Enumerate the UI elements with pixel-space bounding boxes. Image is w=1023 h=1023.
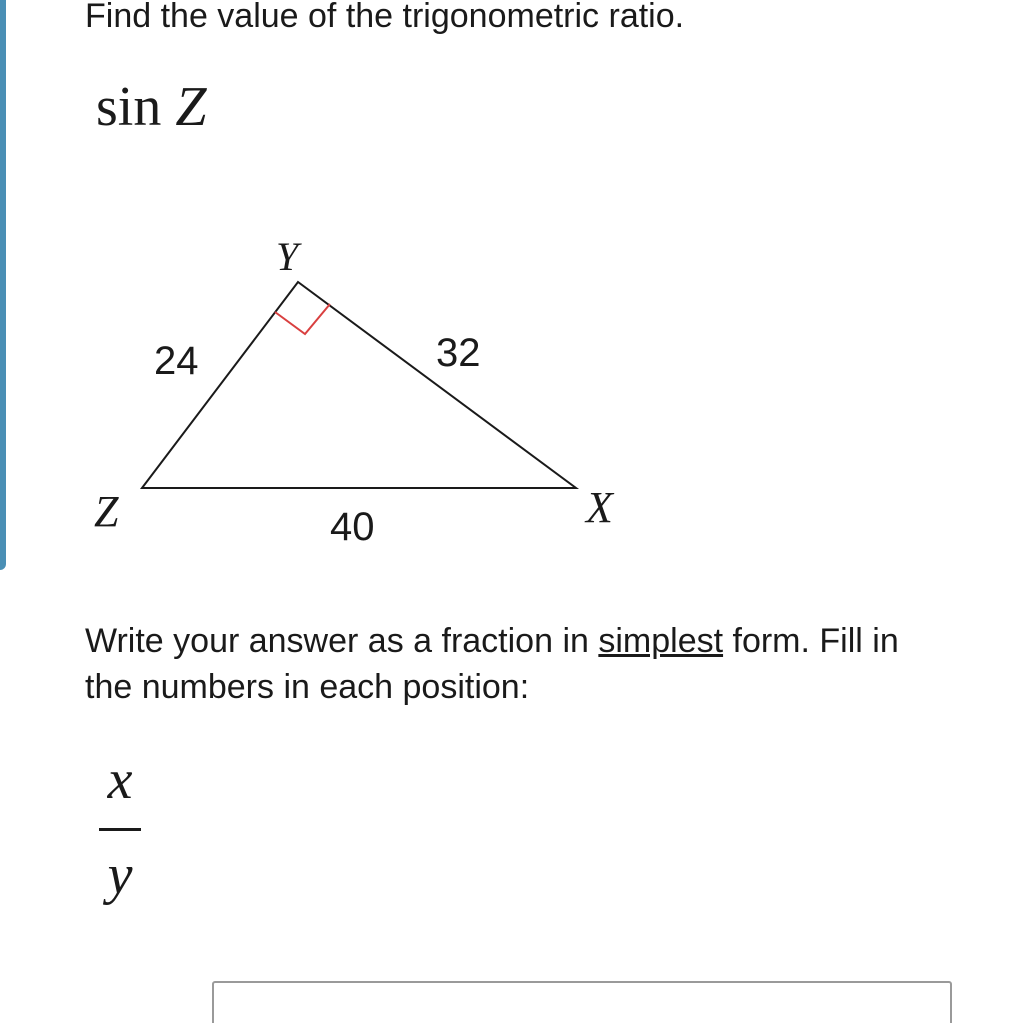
vertex-label-z: Z: [94, 487, 119, 536]
side-label-zy: 24: [154, 339, 199, 383]
trig-variable: Z: [175, 76, 207, 138]
question-prompt: Find the value of the trigonometric ratio.: [85, 0, 685, 35]
triangle-shape: [142, 282, 576, 488]
side-label-yx: 32: [436, 331, 481, 375]
left-accent-bar: [0, 0, 6, 570]
instructions-part-1: Write your answer as a fraction in: [85, 622, 599, 660]
vertex-label-y: Y: [276, 234, 299, 279]
side-label-zx: 40: [330, 505, 375, 549]
fraction-denominator: y: [107, 844, 133, 906]
instructions-line-2: the numbers in each position:: [85, 668, 530, 706]
vertex-label-x: X: [586, 483, 613, 532]
instructions-part-2: form. Fill in: [723, 622, 899, 660]
fraction-bar: [99, 828, 141, 831]
fraction-numerator: x: [107, 749, 133, 811]
instructions-text: [85, 618, 1023, 710]
fraction-template: [96, 749, 144, 906]
right-angle-marker: [275, 304, 330, 334]
trig-expression: [96, 74, 207, 140]
triangle-figure: [80, 220, 660, 560]
answer-input[interactable]: [212, 981, 952, 1023]
instructions-emphasis: simplest: [598, 622, 724, 660]
trig-function: sin: [96, 76, 162, 138]
